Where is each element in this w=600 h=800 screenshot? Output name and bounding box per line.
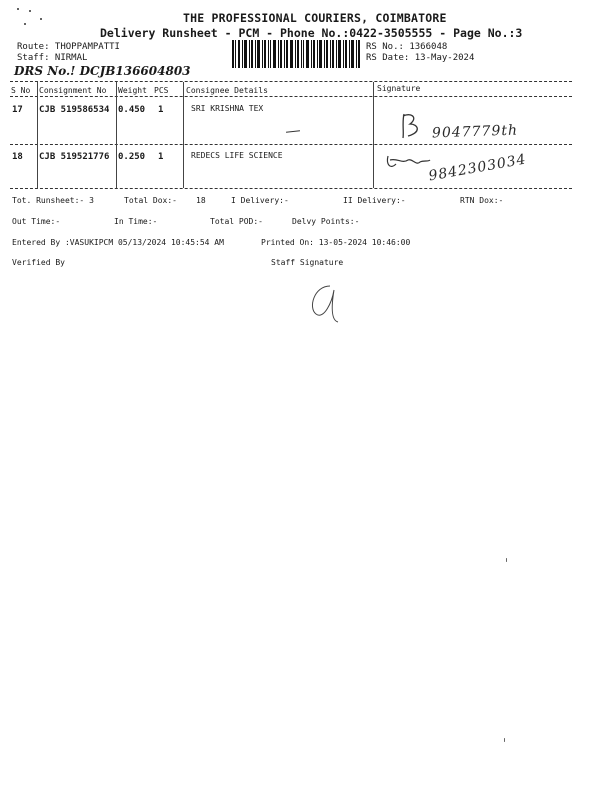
i-delivery-label: I Delivery:- (231, 196, 289, 205)
printed-on: Printed On: 13-05-2024 10:46:00 (261, 238, 411, 247)
total-dox-label: Total Dox:- (124, 196, 177, 205)
column-separator (37, 82, 38, 188)
row-18-signature-scribble (382, 150, 432, 180)
table-top-rule (10, 81, 572, 82)
column-separator (116, 82, 117, 188)
row-18-consignment: CJB 519521776 (39, 152, 110, 162)
row-17-consignee: SRI KRISHNA TEX (191, 104, 264, 113)
column-separator (183, 82, 184, 188)
rs-date: RS Date: 13-May-2024 (366, 53, 475, 63)
row-divider (10, 144, 572, 145)
table-bottom-rule (10, 188, 572, 189)
total-dox-value: 18 (196, 196, 206, 205)
drs-number-handwritten: DRS No.! DCJB136604803 (14, 64, 191, 78)
delvy-points-label: Delvy Points:- (292, 217, 360, 226)
row-17-signature-scribble (398, 110, 428, 142)
col-header-pcs: PCS (154, 86, 169, 95)
ii-delivery-label: II Delivery:- (343, 196, 406, 205)
scan-speck (506, 558, 507, 562)
tot-runsheet: Tot. Runsheet:- 3 (12, 196, 94, 205)
staff-signature-scribble (300, 280, 360, 330)
row-17-pcs: 1 (158, 105, 164, 115)
runsheet-subtitle: Delivery Runsheet - PCM - Phone No.:0422-3505555 - Page No.:3 (100, 26, 523, 40)
total-pod-label: Total POD:- (210, 217, 263, 226)
col-header-weight: Weight (118, 86, 147, 95)
scan-speck (17, 8, 19, 10)
row-18-consignee: REDECS LIFE SCIENCE (191, 151, 283, 160)
rs-number: RS No.: 1366048 (366, 42, 448, 52)
row-18-pcs: 1 (158, 152, 164, 162)
row-18-weight: 0.250 (118, 152, 146, 162)
out-time-label: Out Time:- (12, 217, 61, 226)
rtn-dox-label: RTN Dox:- (460, 196, 504, 205)
row-18-signature-phone: 9842303034 (427, 151, 528, 185)
scan-speck (504, 738, 505, 742)
col-header-consignment: Consignment No (39, 86, 107, 95)
table-header-rule (10, 96, 572, 97)
scan-speck (24, 23, 26, 25)
col-header-signature: Signature (377, 84, 421, 93)
scan-speck (40, 18, 42, 20)
route-label: Route: THOPPAMPATTI (17, 42, 120, 52)
row-18-sno: 18 (12, 152, 23, 162)
scan-speck (29, 10, 31, 12)
row-17-consignment: CJB 519586534 (39, 105, 110, 115)
row-17-signature-phone: 9047779th (431, 122, 519, 142)
col-header-consignee: Consignee Details (186, 86, 268, 95)
verified-by-label: Verified By (12, 258, 65, 267)
entered-by: Entered By :VASUKIPCM 05/13/2024 10:45:54 AM (12, 238, 224, 247)
row-17-sno: 17 (12, 105, 23, 115)
staff-signature-label: Staff Signature (271, 258, 344, 267)
row-17-pen-mark (286, 130, 300, 132)
row-17-weight: 0.450 (118, 105, 146, 115)
staff-label: Staff: NIRMAL (17, 53, 88, 63)
barcode-image (232, 40, 360, 68)
company-title: THE PROFESSIONAL COURIERS, COIMBATORE (183, 11, 447, 25)
column-separator (373, 82, 374, 188)
col-header-sno: S No (11, 86, 31, 95)
in-time-label: In Time:- (114, 217, 158, 226)
